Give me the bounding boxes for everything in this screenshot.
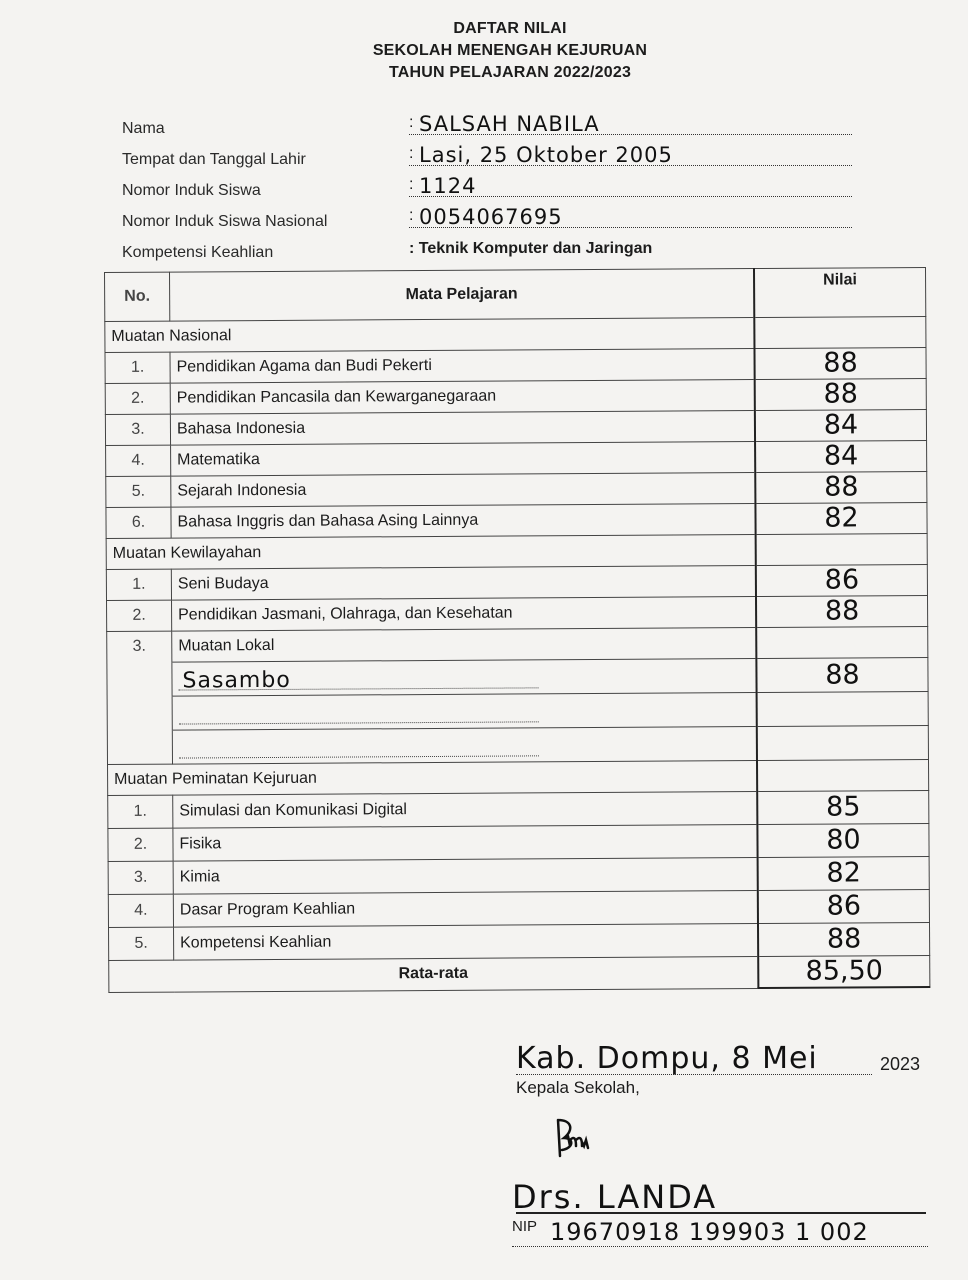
row-grade: 88 — [756, 595, 928, 627]
table-row — [105, 347, 926, 383]
row-grade: 88 — [758, 922, 930, 956]
signature-block — [512, 1036, 936, 1246]
row-grade — [756, 626, 928, 658]
colon: : — [409, 207, 414, 224]
table-row — [108, 856, 929, 894]
identity-value: Lasi, 25 Oktober 2005 — [419, 143, 673, 167]
place-date-field — [516, 1036, 872, 1075]
handwritten-signature-icon — [552, 1116, 602, 1166]
identity-row-nis — [122, 170, 852, 201]
row-grade: 85 — [757, 790, 929, 824]
local-subject: Sasambo — [182, 667, 291, 694]
row-no: 2. — [105, 383, 170, 414]
row-no: 5. — [106, 476, 171, 507]
row-no: 1. — [105, 352, 170, 383]
grade-cell — [757, 759, 929, 791]
row-subject: Simulasi dan Komunikasi Digital — [173, 792, 758, 829]
sign-role: Kepala Sekolah, — [516, 1078, 640, 1097]
table-row — [108, 889, 929, 927]
row-grade: 84 — [755, 440, 927, 472]
row-no: 6. — [106, 507, 171, 538]
section-row — [108, 759, 929, 795]
table-row — [106, 502, 927, 538]
row-grade: 80 — [757, 823, 929, 857]
principal-name: Drs. LANDA — [512, 1178, 718, 1216]
row-no: 4. — [106, 445, 171, 476]
row-grade: 84 — [755, 409, 927, 441]
grades-table — [104, 267, 930, 993]
row-subject: Sejarah Indonesia — [171, 473, 756, 508]
table-row — [106, 564, 927, 600]
average-label: Rata-rata — [109, 957, 759, 992]
row-subject: Kimia — [173, 858, 758, 895]
colon: : — [409, 240, 415, 257]
local-subject-field — [179, 733, 539, 758]
identity-value-field — [409, 108, 852, 135]
title-academic-year: TAHUN PELAJARAN 2022/2023 — [388, 64, 632, 81]
nip-field — [512, 1212, 928, 1247]
row-no-empty — [107, 696, 172, 730]
row-subject: Matematika — [171, 442, 756, 477]
nip-value: 19670918 199903 1 002 — [550, 1218, 869, 1246]
table-row — [107, 595, 928, 631]
header-no: No. — [105, 272, 170, 321]
row-no: 4. — [108, 894, 173, 927]
table-row — [106, 440, 927, 476]
row-no: 5. — [109, 927, 174, 960]
identity-value: 1124 — [419, 174, 477, 198]
section-row — [105, 316, 926, 352]
student-identity — [122, 108, 852, 263]
header-subject: Mata Pelajaran — [170, 269, 755, 322]
identity-label: Nama — [122, 120, 165, 137]
row-subject: Pendidikan Agama dan Budi Pekerti — [170, 349, 755, 384]
identity-value — [409, 240, 652, 258]
row-no: 1. — [106, 569, 171, 600]
row-grade — [757, 725, 929, 760]
table-row — [105, 378, 926, 414]
row-no: 3. — [107, 631, 172, 662]
place-date: Kab. Dompu, 8 Mei — [516, 1041, 818, 1076]
row-grade: 82 — [758, 856, 930, 890]
average-row — [109, 955, 930, 992]
section-row — [106, 533, 927, 569]
principal-name-field — [512, 1174, 926, 1216]
row-grade: 88 — [754, 347, 926, 379]
row-no: 3. — [105, 414, 170, 445]
colon: : — [409, 176, 414, 193]
local-subject-cell — [172, 693, 757, 731]
nip-label: NIP — [512, 1218, 538, 1235]
table-row — [106, 471, 927, 507]
row-grade: 88 — [756, 657, 928, 692]
header-grade — [754, 267, 926, 317]
row-no-empty — [107, 662, 172, 696]
local-subject-field — [178, 665, 538, 694]
header-grade-label: Nilai — [823, 271, 858, 289]
table-row — [108, 823, 929, 861]
colon: : — [409, 114, 414, 131]
identity-row-nisn — [122, 201, 852, 232]
average-value: 85,50 — [758, 955, 930, 988]
title-school-type: SEKOLAH MENENGAH KEJURUAN — [372, 42, 648, 59]
row-grade — [757, 691, 929, 726]
grade-cell — [756, 533, 928, 565]
identity-label: Nomor Induk Siswa — [122, 182, 261, 199]
row-subject: Seni Budaya — [171, 566, 756, 601]
row-grade: 88 — [755, 378, 927, 410]
local-row — [107, 657, 928, 696]
identity-label: Nomor Induk Siswa Nasional — [122, 213, 328, 230]
row-grade: 86 — [756, 564, 928, 596]
table-row — [107, 626, 928, 662]
section-title: Muatan Kewilayahan — [106, 535, 756, 570]
identity-value: SALSAH NABILA — [419, 112, 600, 136]
local-subject-field — [179, 699, 539, 724]
identity-value-field — [409, 139, 852, 166]
local-row — [107, 725, 928, 764]
title-daftar-nilai: DAFTAR NILAI — [453, 20, 567, 37]
row-no: 3. — [108, 861, 173, 894]
local-subject-cell — [172, 727, 757, 765]
row-subject: Dasar Program Keahlian — [173, 891, 758, 928]
identity-label: Kompetensi Keahlian — [122, 244, 274, 261]
document-header — [300, 18, 720, 84]
competence-text: Teknik Komputer dan Jaringan — [418, 240, 653, 257]
identity-row-birth — [122, 139, 852, 170]
identity-row-name — [122, 108, 852, 139]
row-subject: Pendidikan Pancasila dan Kewarganegaraan — [170, 380, 755, 415]
identity-row-competence — [122, 232, 852, 263]
local-row — [107, 691, 928, 730]
table-header-row — [105, 267, 926, 321]
row-no-empty — [107, 730, 172, 764]
row-subject: Kompetensi Keahlian — [174, 924, 759, 961]
row-no: 2. — [107, 600, 172, 631]
row-subject: Bahasa Indonesia — [170, 411, 755, 446]
identity-value-field — [409, 201, 852, 228]
section-title: Muatan Nasional — [105, 318, 755, 353]
row-grade: 82 — [755, 502, 927, 534]
row-no: 2. — [108, 828, 173, 861]
identity-value-field — [409, 170, 852, 197]
local-subject-cell — [172, 659, 757, 697]
identity-value: 0054067695 — [419, 205, 563, 229]
row-grade: 88 — [755, 471, 927, 503]
grade-cell — [754, 316, 926, 348]
row-grade: 86 — [758, 889, 930, 923]
table-row — [108, 790, 929, 828]
section-title: Muatan Peminatan Kejuruan — [108, 761, 758, 796]
identity-label: Tempat dan Tanggal Lahir — [122, 151, 306, 168]
sign-year: 2023 — [880, 1054, 921, 1074]
identity-value-field — [409, 232, 852, 258]
row-subject: Fisika — [173, 825, 758, 862]
colon: : — [409, 145, 414, 162]
sign-date-line — [516, 1036, 936, 1080]
row-subject: Muatan Lokal — [172, 628, 757, 663]
row-subject: Pendidikan Jasmani, Olahraga, dan Kesehatan — [172, 597, 757, 632]
table-row — [105, 409, 926, 445]
row-no: 1. — [108, 795, 173, 828]
row-subject: Bahasa Inggris dan Bahasa Asing Lainnya — [171, 504, 756, 539]
